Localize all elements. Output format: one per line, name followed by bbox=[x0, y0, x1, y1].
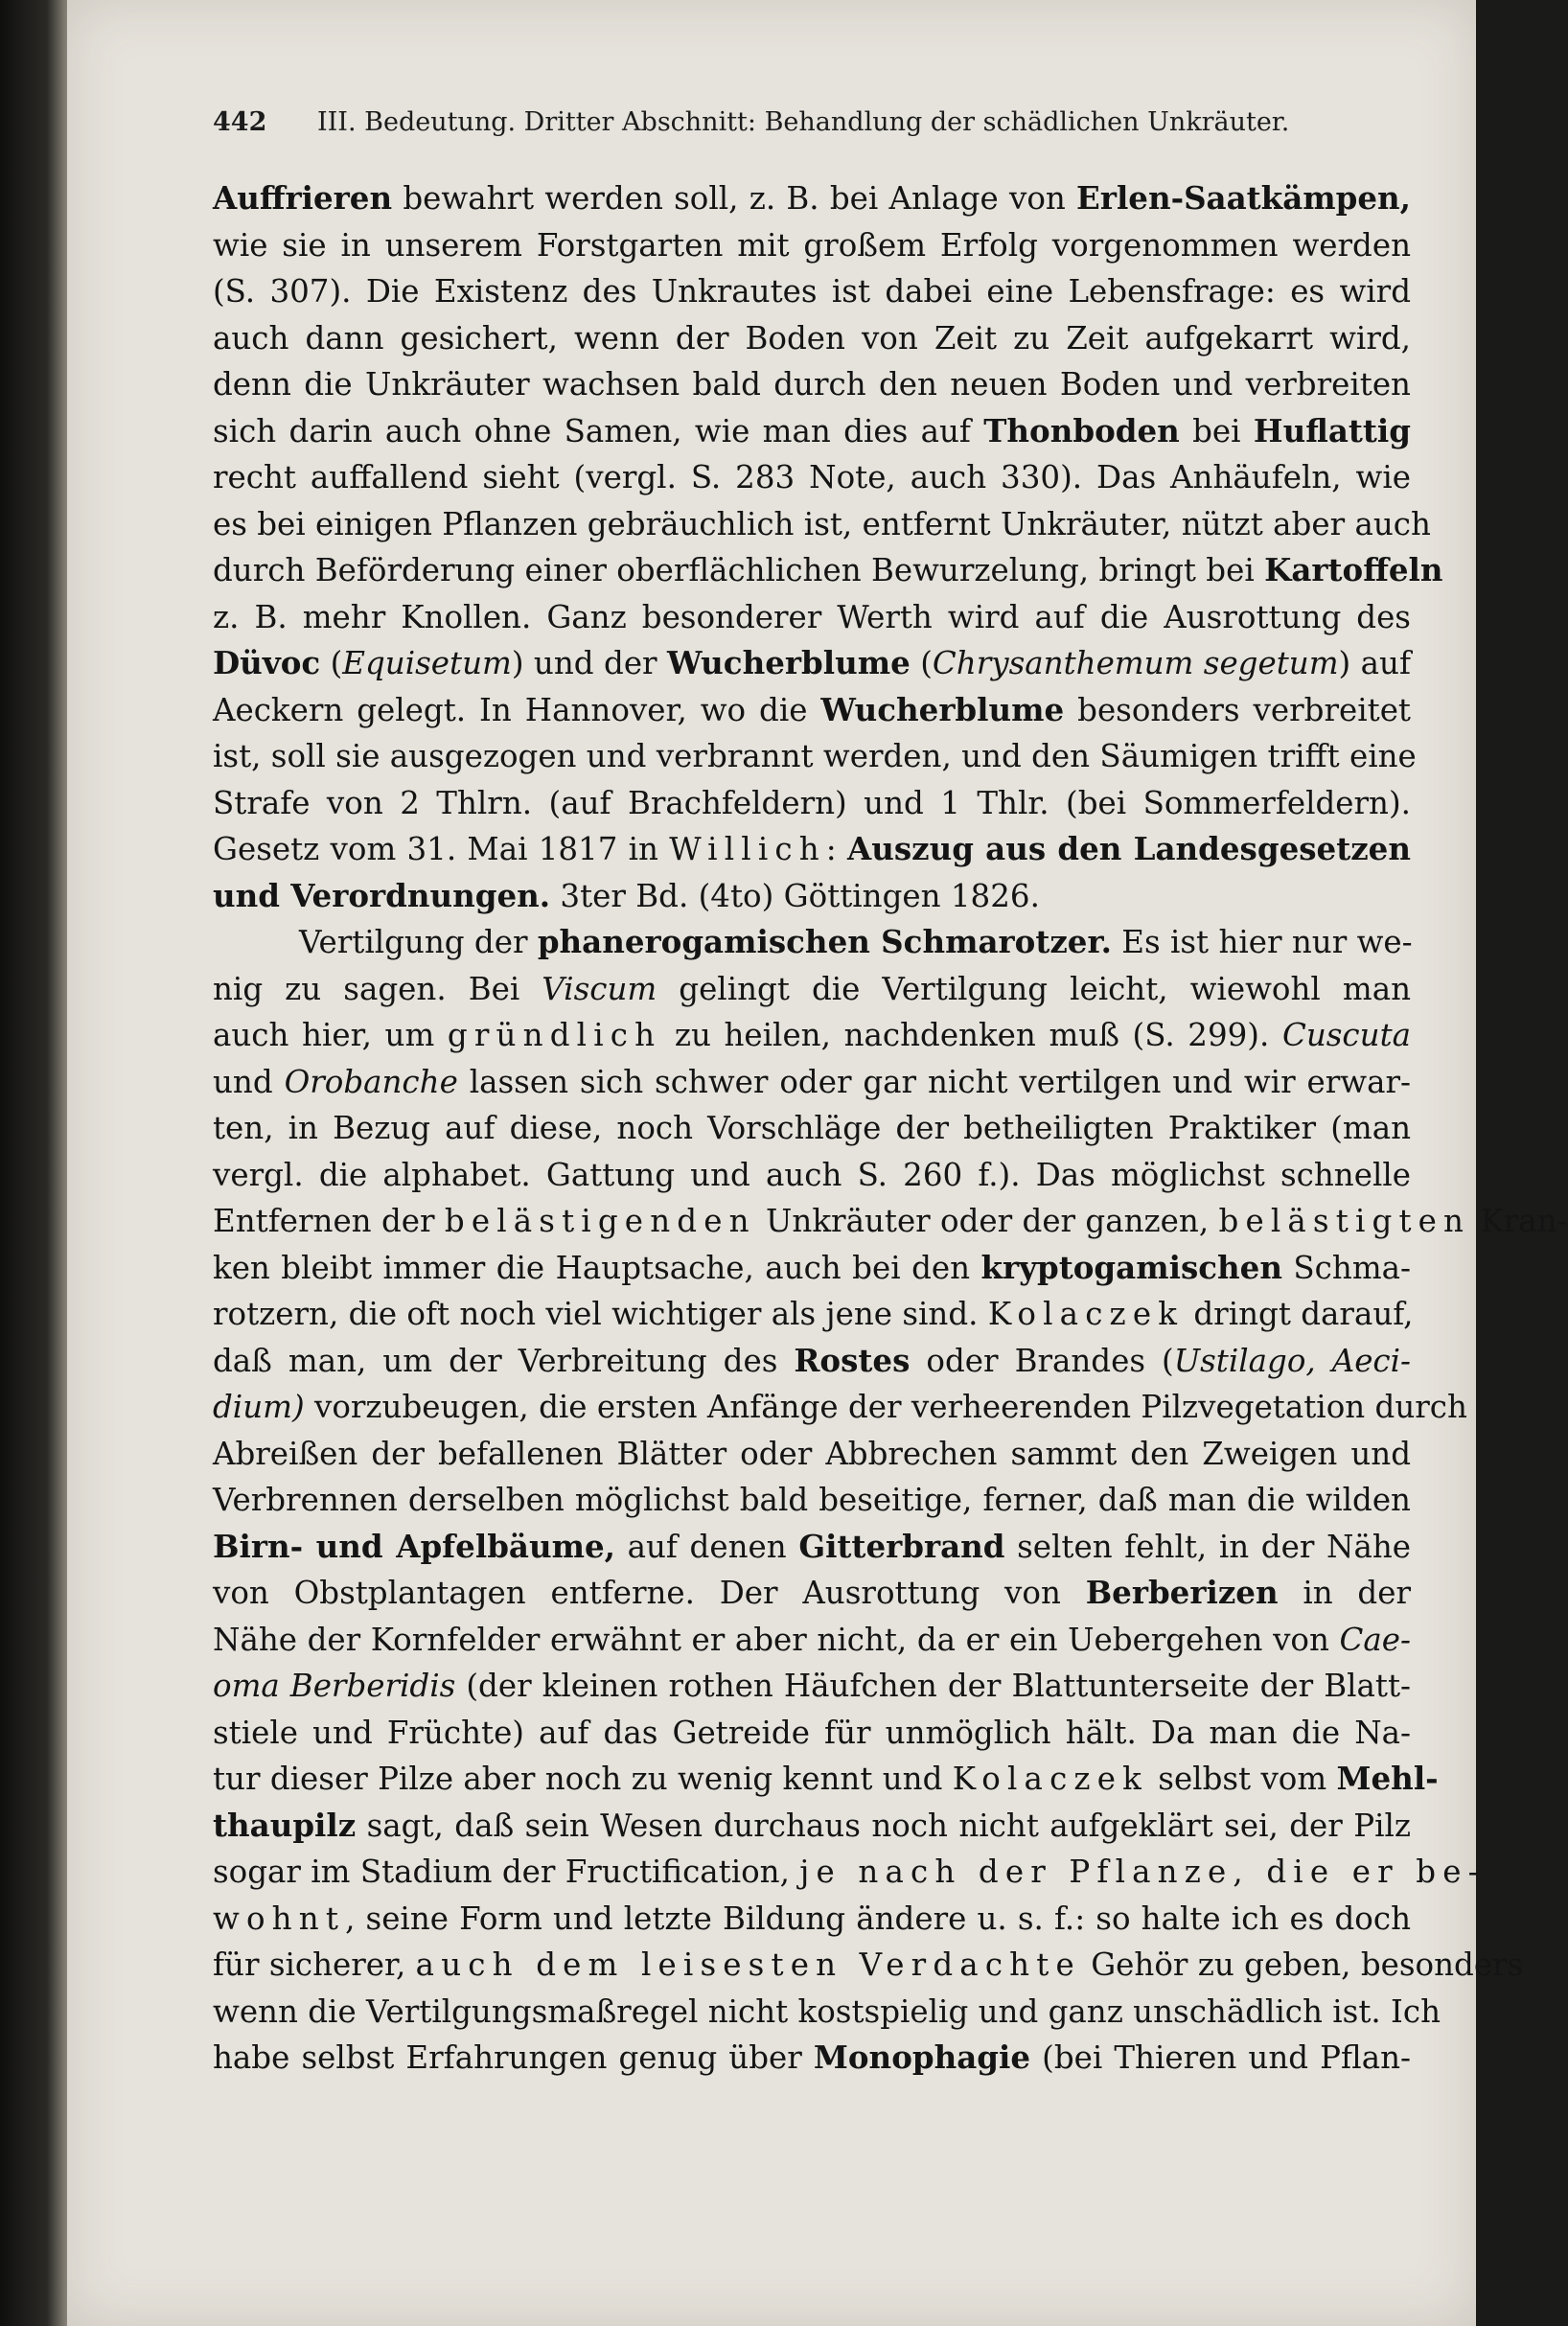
text-line bbox=[213, 2035, 1411, 2082]
text-line bbox=[213, 1896, 1411, 1943]
spaced-name: wohnt bbox=[213, 1900, 346, 1937]
text-run: denn die Unkräuter wachsen bald durch den neuen Boden und verbreiten bbox=[213, 366, 1411, 403]
text-line bbox=[213, 1245, 1411, 1292]
text-run: 3ter Bd. (4to) Göttingen 1826. bbox=[550, 877, 1040, 914]
text-run: (bei Thieren und Pflan- bbox=[1030, 2039, 1412, 2076]
spaced-name: belästigenden bbox=[444, 1203, 756, 1239]
text-run: selten fehlt, in der Nähe bbox=[1004, 1528, 1411, 1565]
text-run: von Obstplantagen entferne. Der Ausrottung von bbox=[213, 1575, 1086, 1611]
italic-term: Cae- bbox=[1339, 1621, 1411, 1658]
text-line bbox=[213, 1105, 1411, 1152]
text-line bbox=[213, 1152, 1411, 1199]
bold-term: Kartoffeln bbox=[1264, 551, 1443, 588]
body-text bbox=[213, 175, 1568, 2082]
text-run: (S. 307). Die Existenz des Unkrautes ist dabei eine Lebensfrage: es wird bbox=[213, 273, 1411, 310]
text-line bbox=[213, 1942, 1524, 1989]
text-run: auch dann gesichert, wenn der Boden von Zeit zu Zeit aufgekarrt wird, bbox=[213, 319, 1411, 357]
text-line bbox=[213, 1663, 1411, 1710]
running-title: III. Bedeutung. Dritter Abschnitt: Behandlung der schädlichen Unkräuter. bbox=[316, 107, 1290, 137]
spaced-name: Kolaczek bbox=[987, 1296, 1185, 1332]
text-run: ) und der bbox=[511, 645, 667, 681]
bold-term: Berberizen bbox=[1085, 1574, 1279, 1611]
text-line bbox=[213, 1291, 1414, 1338]
text-run: gelingt die Vertilgung leicht, wiewohl man bbox=[657, 970, 1412, 1007]
text-line bbox=[213, 1524, 1411, 1571]
italic-term: Orobanche bbox=[284, 1063, 458, 1100]
text-run: bewahrt werden soll, z. B. bei Anlage von bbox=[392, 180, 1077, 217]
bold-term: Erlen-Saatkämpen, bbox=[1076, 179, 1411, 217]
text-line bbox=[213, 361, 1411, 408]
text-line bbox=[213, 780, 1411, 827]
text-run: lassen sich schwer oder gar nicht vertilgen und wir erwar- bbox=[457, 1063, 1411, 1100]
text-line bbox=[213, 454, 1411, 501]
text-run: ten, in Bezug auf diese, noch Vorschläge der betheiligten Praktiker (man bbox=[213, 1110, 1411, 1146]
text-run: durch Beförderung einer oberflächlichen Bewurzelung, bringt bei bbox=[213, 552, 1265, 588]
text-run: Strafe von 2 Thlrn. (auf Brachfeldern) und 1 Thlr. (bei Sommerfeldern). bbox=[213, 784, 1411, 821]
text-run: : bbox=[825, 831, 847, 867]
text-run: Abreißen der befallenen Blätter oder Abbrechen sammt den Zweigen und bbox=[213, 1435, 1411, 1472]
text-line bbox=[213, 826, 1411, 873]
italic-term: Chrysanthemum segetum bbox=[932, 645, 1339, 681]
text-line bbox=[213, 501, 1431, 548]
text-run: vergl. die alphabet. Gattung und auch S. 260 f.). Das möglichst schnelle bbox=[213, 1156, 1411, 1193]
spaced-name: auch dem leisesten Verdachte bbox=[415, 1946, 1081, 1983]
spaced-name: je nach der Pflanze, die er be- bbox=[799, 1854, 1486, 1890]
bold-term: Wucherblume bbox=[820, 690, 1065, 728]
text-run: rotzern, die oft noch viel wichtiger als jene sind. bbox=[213, 1296, 988, 1332]
text-run: (der kleinen rothen Häufchen der Blattunterseite der Blatt- bbox=[455, 1668, 1411, 1704]
text-run: sogar im Stadium der Fructification, bbox=[213, 1854, 800, 1890]
text-run: für sicherer, bbox=[213, 1946, 416, 1983]
text-run: , seine Form und letzte Bildung ändere u. s. f.: so halte ich es doch bbox=[345, 1900, 1411, 1937]
text-line bbox=[213, 687, 1411, 734]
text-run: bei bbox=[1179, 412, 1254, 449]
text-run: Schma- bbox=[1281, 1249, 1411, 1286]
text-line bbox=[213, 408, 1411, 455]
text-run: es bei einigen Pflanzen gebräuchlich ist, entfernt Unkräuter, nützt aber auch bbox=[213, 505, 1431, 542]
text-run: sagt, daß sein Wesen durchaus noch nicht aufgeklärt sei, der Pilz bbox=[356, 1807, 1411, 1844]
text-run: vorzubeugen, die ersten Anfänge der verheerenden Pilzvegetation durch bbox=[304, 1389, 1467, 1425]
bold-term: Gitterbrand bbox=[798, 1527, 1005, 1565]
text-line bbox=[213, 966, 1411, 1013]
text-run: besonders verbreitet bbox=[1064, 691, 1411, 728]
bold-term: thaupilz bbox=[213, 1806, 357, 1844]
bold-term: Rostes bbox=[794, 1341, 911, 1379]
text-run: wenn die Vertilgungsmaßregel nicht kostspielig und ganz unschädlich ist. Ich bbox=[213, 1992, 1441, 2030]
text-run: ken bleibt immer die Hauptsache, auch bei den bbox=[213, 1249, 981, 1286]
text-run: tur dieser Pilze aber noch zu wenig kennt und bbox=[213, 1761, 953, 1797]
text-run: Aeckern gelegt. In Hannover, wo die bbox=[213, 691, 821, 728]
spaced-name: Willich bbox=[669, 831, 826, 867]
italic-term: oma Berberidis bbox=[213, 1668, 456, 1704]
bold-term: phanerogamischen Schmarotzer. bbox=[537, 923, 1112, 960]
text-run: Gesetz vom 31. Mai 1817 in bbox=[213, 831, 670, 867]
italic-term: Equisetum bbox=[342, 645, 512, 681]
bold-term: kryptogamischen bbox=[980, 1248, 1282, 1286]
text-line bbox=[213, 1710, 1411, 1757]
bold-term: Monophagie bbox=[813, 2038, 1031, 2076]
text-line bbox=[213, 1989, 1441, 2036]
bold-term: Mehl- bbox=[1336, 1760, 1439, 1797]
text-line bbox=[213, 873, 1411, 920]
text-line bbox=[213, 1617, 1411, 1664]
bold-term: Thonboden bbox=[983, 411, 1180, 449]
text-run: auf denen bbox=[614, 1528, 799, 1565]
text-run: oder Brandes ( bbox=[910, 1342, 1174, 1379]
text-run: ist, soll sie ausgezogen und verbrannt werden, und den Säumigen trifft eine bbox=[213, 738, 1417, 774]
text-run: Verbrennen derselben möglichst bald beseitige, ferner, daß man die wilden bbox=[213, 1482, 1411, 1518]
text-line bbox=[213, 547, 1443, 594]
text-run: Entfernen der bbox=[213, 1203, 445, 1239]
spaced-name: belästigten bbox=[1218, 1203, 1471, 1239]
text-line bbox=[213, 733, 1417, 780]
text-line bbox=[213, 1384, 1467, 1431]
text-line bbox=[213, 1012, 1411, 1059]
text-run: selbst vom bbox=[1147, 1761, 1337, 1797]
text-line bbox=[213, 175, 1411, 222]
bold-term: Birn- und Apfelbäume, bbox=[213, 1527, 615, 1565]
text-line bbox=[213, 315, 1411, 362]
bold-term: Wucherblume bbox=[667, 644, 911, 681]
text-run: ( bbox=[910, 645, 933, 681]
text-run: in der bbox=[1278, 1575, 1412, 1611]
text-run: stiele und Früchte) auf das Getreide für unmöglich hält. Da man die Na- bbox=[213, 1714, 1411, 1751]
text-run: Vertilgung der bbox=[299, 924, 538, 960]
bold-term: Düvoc bbox=[213, 644, 321, 681]
text-run: Es ist hier nur we- bbox=[1111, 924, 1413, 960]
text-run: Gehör zu geben, besonders bbox=[1080, 1946, 1524, 1983]
text-run: daß man, um der Verbreitung des bbox=[213, 1342, 795, 1379]
text-run: recht auffallend sieht (vergl. S. 283 Note, auch 330). Das Anhäufeln, wie bbox=[213, 459, 1411, 495]
bold-term: Auffrieren bbox=[213, 179, 393, 217]
text-run: und bbox=[213, 1063, 285, 1100]
italic-term: dium) bbox=[213, 1389, 305, 1425]
page-number: 442 bbox=[213, 107, 267, 137]
italic-term: Cuscuta bbox=[1281, 1017, 1411, 1053]
text-line bbox=[213, 1849, 1486, 1896]
text-run: zu heilen, nachdenken muß (S. 299). bbox=[661, 1017, 1282, 1053]
text-line bbox=[213, 1756, 1439, 1803]
text-run: ( bbox=[320, 645, 343, 681]
text-run: auch hier, um bbox=[213, 1017, 448, 1053]
spaced-name: Kolaczek bbox=[952, 1761, 1148, 1797]
text-line bbox=[213, 1059, 1411, 1106]
italic-term: Viscum bbox=[542, 970, 657, 1007]
text-line bbox=[213, 640, 1411, 687]
bold-term: Auszug aus den Landesgesetzen bbox=[846, 830, 1411, 867]
bold-term: Huflattig bbox=[1253, 411, 1411, 449]
text-run: Kran- bbox=[1470, 1203, 1568, 1239]
text-line bbox=[213, 1803, 1411, 1850]
spaced-name: gründlich bbox=[447, 1017, 662, 1053]
text-line bbox=[213, 1477, 1411, 1524]
text-line bbox=[213, 268, 1411, 315]
text-run: nig zu sagen. Bei bbox=[213, 970, 542, 1007]
text-line bbox=[213, 1570, 1411, 1617]
text-run: sich darin auch ohne Samen, wie man dies auf bbox=[213, 412, 984, 449]
text-run: ) auf bbox=[1338, 645, 1411, 681]
text-line bbox=[213, 1338, 1411, 1385]
text-run: Unkräuter oder der ganzen, bbox=[755, 1203, 1219, 1239]
running-header bbox=[213, 107, 1411, 146]
text-run: wie sie in unserem Forstgarten mit großem Erfolg vorgenommen werden bbox=[213, 226, 1411, 264]
text-run: Nähe der Kornfelder erwähnt er aber nicht, da er ein Uebergehen von bbox=[213, 1621, 1340, 1658]
text-line bbox=[213, 594, 1411, 641]
bold-term: und Verordnungen. bbox=[213, 876, 551, 914]
text-run: z. B. mehr Knollen. Ganz besonderer Werth wird auf die Ausrottung des bbox=[213, 598, 1411, 635]
text-line bbox=[213, 919, 1411, 966]
text-line bbox=[213, 1198, 1568, 1245]
text-run: dringt darauf, bbox=[1184, 1296, 1414, 1332]
text-run: habe selbst Erfahrungen genug über bbox=[213, 2039, 814, 2076]
text-line bbox=[213, 1431, 1411, 1478]
italic-term: Ustilago, Aeci- bbox=[1173, 1342, 1412, 1379]
text-line bbox=[213, 222, 1411, 269]
scan-gutter bbox=[0, 0, 67, 2326]
